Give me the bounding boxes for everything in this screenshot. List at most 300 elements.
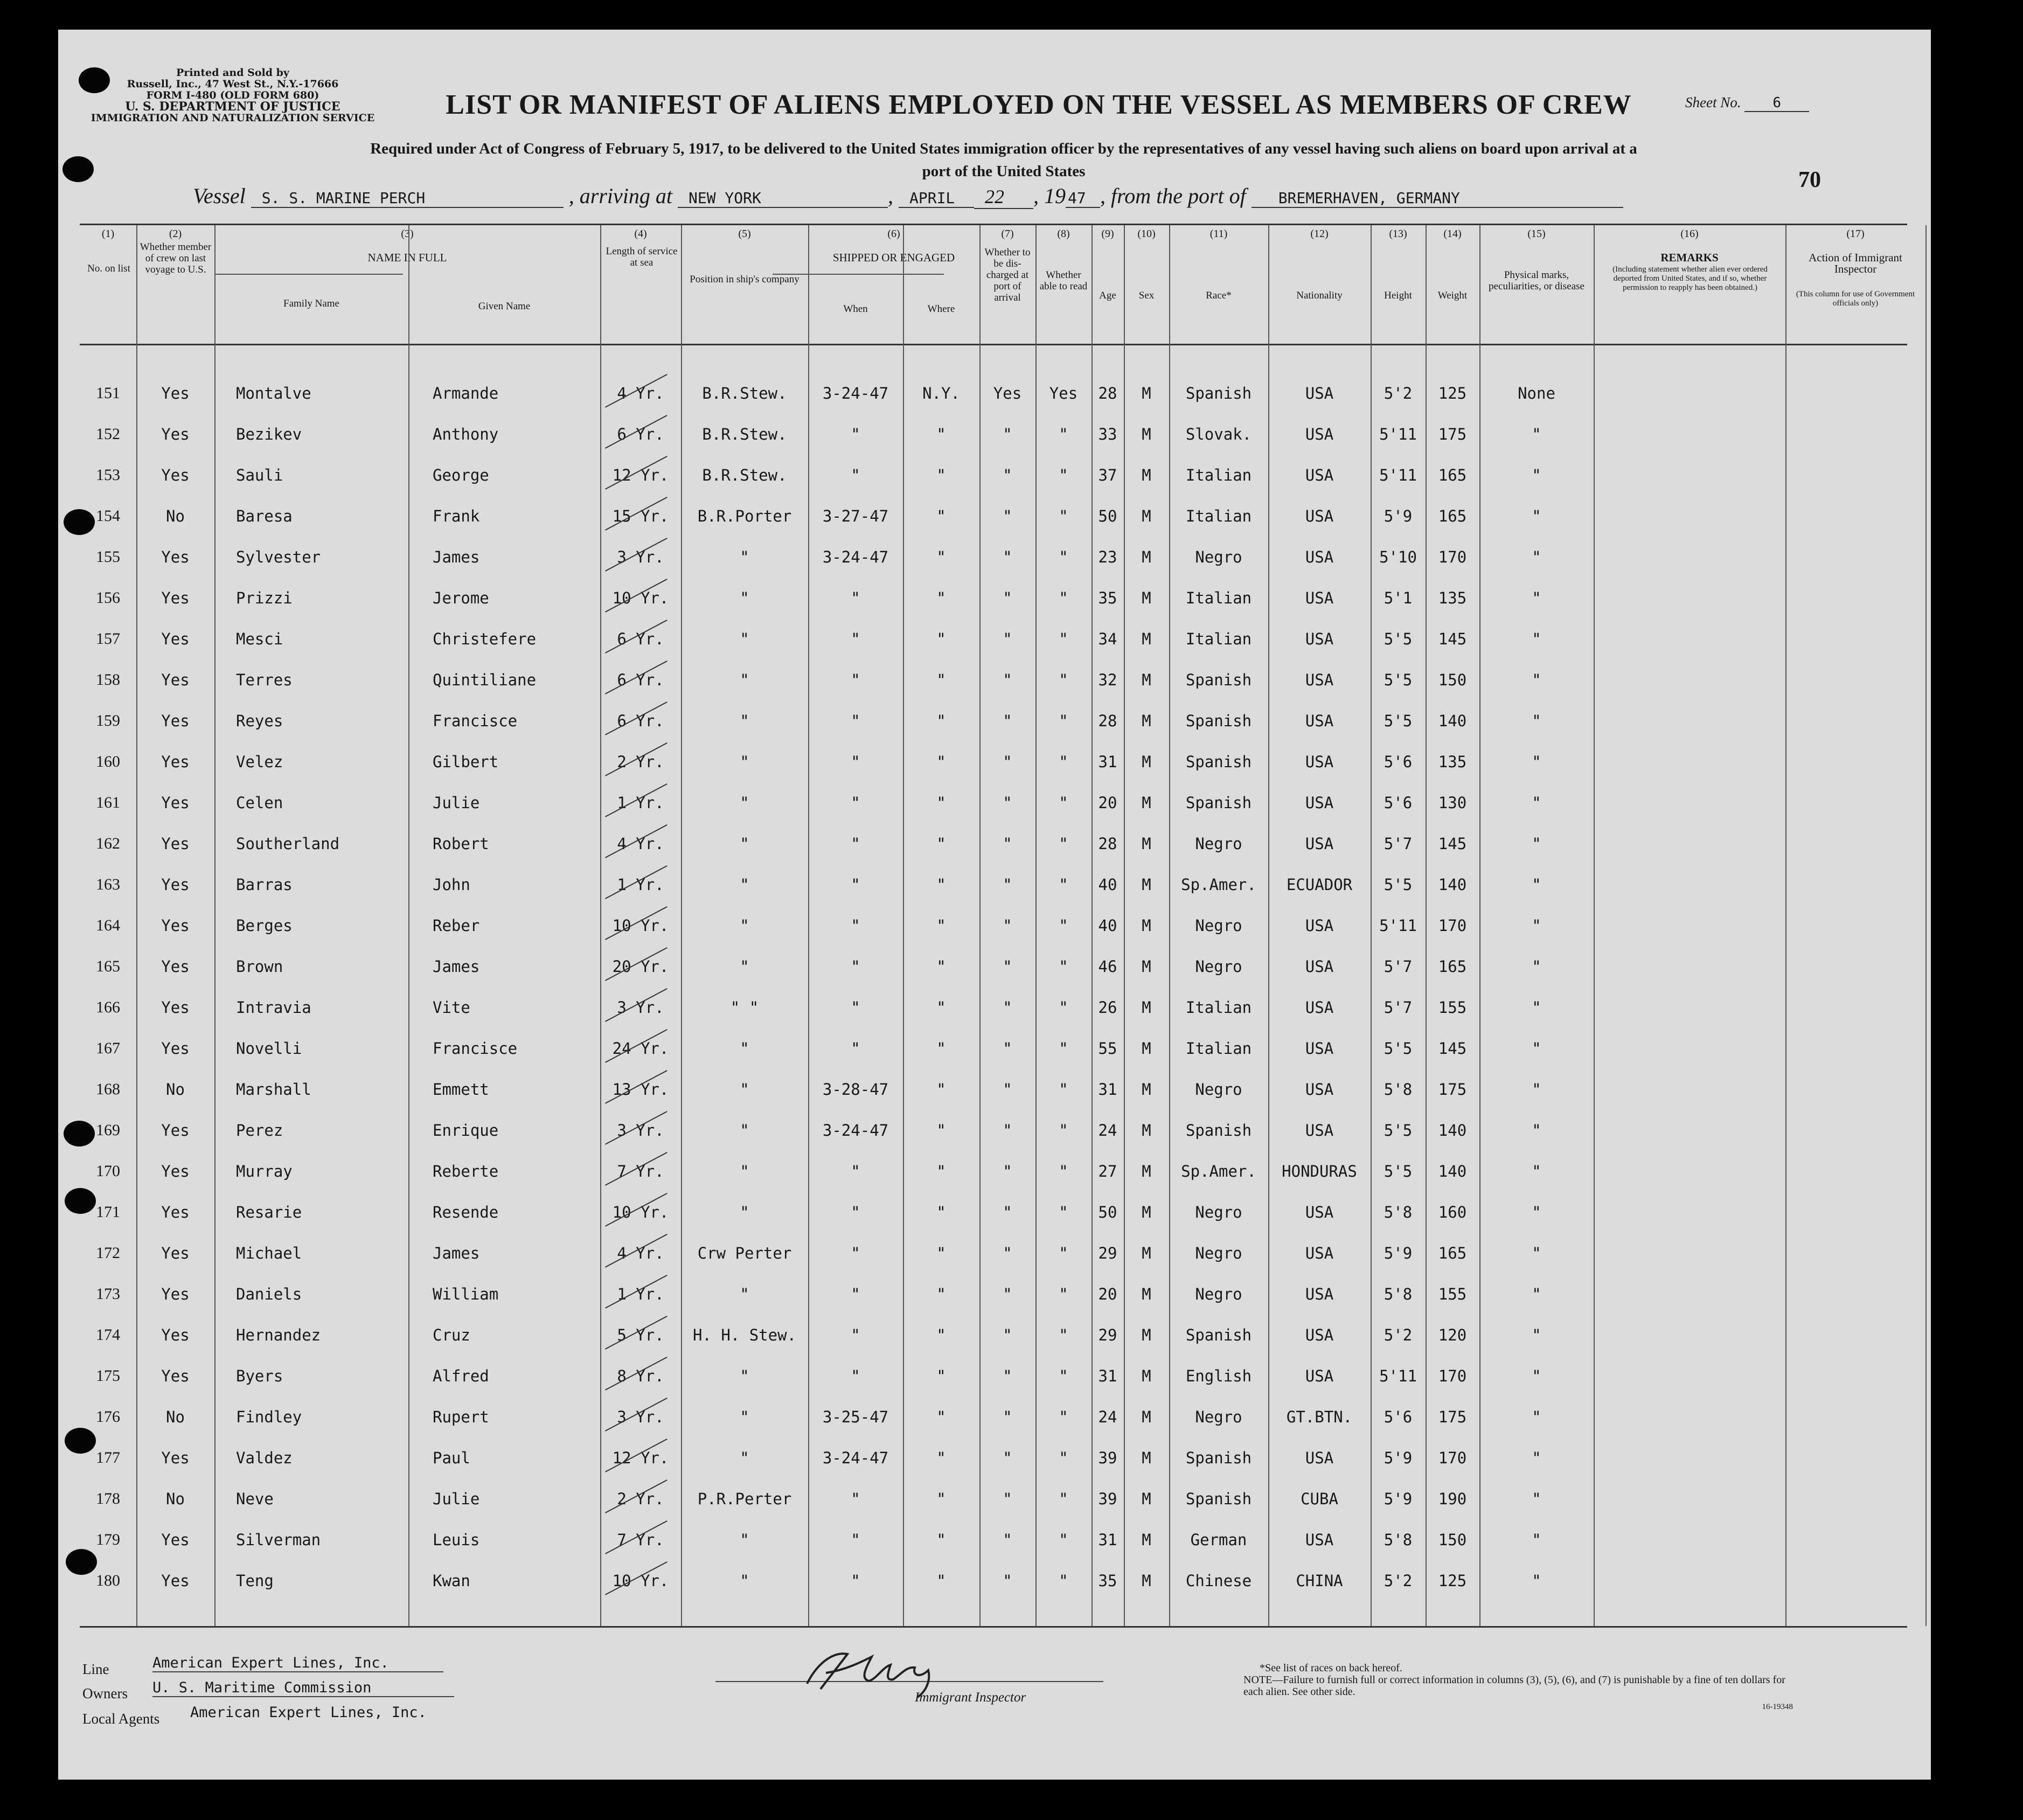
printer-line: FORM I-480 (OLD FORM 680) — [146, 89, 319, 101]
cell-nat: USA — [1305, 1326, 1334, 1344]
cell-wt: 140 — [1438, 1162, 1467, 1180]
cell-given: Rupert — [433, 1408, 489, 1426]
cell-pos: B.R.Stew. — [702, 425, 787, 443]
col-num-7: (7) — [1001, 228, 1014, 240]
cell-pos: B.R.Stew. — [702, 466, 787, 484]
cell-sex: M — [1142, 1162, 1151, 1180]
cell-marks: " — [1532, 835, 1541, 853]
cell-dis: " — [1003, 1531, 1012, 1549]
col-num-2: (2) — [169, 228, 182, 240]
cell-voy: Yes — [161, 1039, 190, 1058]
sheet-number-value: 6 — [1744, 95, 1809, 112]
cell-where: " — [936, 998, 946, 1017]
cell-pos: B.R.Stew. — [702, 384, 787, 402]
cell-age: 28 — [1098, 835, 1117, 853]
cell-marks: " — [1532, 630, 1541, 648]
cell-wt: 175 — [1438, 1408, 1467, 1426]
cell-dis: " — [1003, 1449, 1012, 1467]
cell-when: " — [851, 1326, 860, 1344]
cell-sex: M — [1142, 1408, 1151, 1426]
cell-no: 161 — [96, 794, 120, 811]
cell-svc: 1 Yr. — [617, 1285, 664, 1303]
cell-wt: 165 — [1438, 957, 1467, 976]
year-suffix: 47 — [1066, 189, 1100, 208]
cell-nat: USA — [1305, 507, 1334, 525]
cell-marks: None — [1518, 384, 1555, 402]
cell-voy: Yes — [161, 1285, 190, 1303]
cell-family: Terres — [236, 671, 293, 689]
cell-ht: 5'2 — [1384, 1326, 1413, 1344]
cell-race: Italian — [1185, 589, 1252, 607]
cell-race: Negro — [1195, 1244, 1242, 1262]
cell-family: Hernandez — [236, 1326, 321, 1344]
col-header-name: NAME IN FULL — [367, 251, 447, 264]
cell-given: Reber — [433, 916, 480, 935]
cell-sex: M — [1142, 1326, 1151, 1344]
cell-where: " — [936, 1490, 946, 1508]
vessel-name: S. S. MARINE PERCH — [251, 189, 564, 208]
cell-ht: 5'9 — [1384, 1244, 1413, 1262]
cell-read: " — [1059, 466, 1068, 484]
cell-voy: No — [166, 1408, 185, 1426]
cell-ht: 5'7 — [1384, 957, 1413, 976]
cell-pos: " — [740, 712, 749, 730]
punch-hole — [62, 156, 94, 182]
cell-marks: " — [1532, 1449, 1541, 1467]
cell-pos: " — [740, 835, 749, 853]
cell-pos: " — [740, 794, 749, 812]
cell-ht: 5'5 — [1384, 712, 1413, 730]
cell-race: Spanish — [1185, 712, 1252, 730]
cell-age: 29 — [1098, 1326, 1117, 1344]
cell-nat: USA — [1305, 1203, 1334, 1221]
cell-given: Enrique — [433, 1121, 499, 1140]
col-num-3: (3) — [401, 228, 414, 240]
cell-marks: " — [1532, 1162, 1541, 1180]
cell-given: Francisce — [433, 712, 518, 730]
col-header-when: When — [843, 303, 868, 315]
cell-svc: 6 Yr. — [617, 712, 664, 730]
cell-wt: 140 — [1438, 1121, 1467, 1140]
cell-marks: " — [1532, 794, 1541, 812]
cell-read: " — [1059, 1203, 1068, 1221]
cell-given: Quintiliane — [433, 671, 537, 689]
manifest-table — [80, 224, 1915, 1628]
cell-family: Findley — [236, 1408, 302, 1426]
cell-svc: 10 Yr. — [612, 916, 669, 935]
cell-ht: 5'8 — [1384, 1285, 1413, 1303]
col-header-shipped: SHIPPED OR ENGAGED — [832, 251, 955, 264]
cell-race: Slovak. — [1185, 425, 1252, 443]
cell-when: 3-27-47 — [822, 507, 889, 525]
cell-family: Prizzi — [236, 589, 293, 607]
cell-ht: 5'10 — [1379, 548, 1417, 566]
cell-no: 159 — [96, 712, 120, 730]
cell-svc: 4 Yr. — [617, 835, 664, 853]
sheet-number — [1685, 94, 1901, 112]
cell-race: Sp.Amer. — [1181, 1162, 1256, 1180]
cell-dis: " — [1003, 1408, 1012, 1426]
cell-age: 31 — [1098, 1080, 1117, 1099]
cell-given: Julie — [433, 794, 480, 812]
cell-given: Armande — [433, 384, 499, 402]
cell-ht: 5'5 — [1384, 671, 1413, 689]
cell-svc: 15 Yr. — [612, 507, 669, 525]
cell-sex: M — [1142, 1039, 1151, 1058]
cell-age: 39 — [1098, 1490, 1117, 1508]
cell-pos: " — [740, 1121, 749, 1140]
cell-pos: " — [740, 916, 749, 935]
handwritten-number: 70 — [1798, 168, 1821, 192]
cell-when: " — [851, 1367, 860, 1385]
cell-where: N.Y. — [922, 384, 960, 402]
cell-race: Spanish — [1185, 671, 1252, 689]
cell-no: 176 — [96, 1408, 120, 1426]
col-header-service: Length of service at sea — [606, 246, 678, 268]
cell-when: 3-25-47 — [822, 1408, 889, 1426]
cell-given: Emmett — [433, 1080, 489, 1099]
col-num-17: (17) — [1846, 228, 1865, 240]
cell-age: 33 — [1098, 425, 1117, 443]
cell-when: " — [851, 712, 860, 730]
cell-sex: M — [1142, 753, 1151, 771]
cell-ht: 5'6 — [1384, 794, 1413, 812]
cell-svc: 3 Yr. — [617, 1121, 664, 1140]
cell-ht: 5'6 — [1384, 1408, 1413, 1426]
cell-ht: 5'8 — [1384, 1080, 1413, 1099]
cell-svc: 10 Yr. — [612, 589, 669, 607]
cell-age: 24 — [1098, 1408, 1117, 1426]
cell-sex: M — [1142, 835, 1151, 853]
cell-ht: 5'11 — [1379, 425, 1417, 443]
cell-read: " — [1059, 835, 1068, 853]
cell-read: " — [1059, 1285, 1068, 1303]
cell-marks: " — [1532, 1490, 1541, 1508]
cell-no: 153 — [96, 466, 120, 484]
cell-marks: " — [1532, 876, 1541, 894]
cell-svc: 2 Yr. — [617, 1490, 664, 1508]
cell-ht: 5'5 — [1384, 876, 1413, 894]
cell-pos: " — [740, 548, 749, 566]
cell-wt: 150 — [1438, 671, 1467, 689]
cell-wt: 160 — [1438, 1203, 1467, 1221]
cell-nat: USA — [1305, 548, 1334, 566]
cell-nat: USA — [1305, 712, 1334, 730]
vessel-label: Vessel — [193, 184, 246, 208]
cell-nat: USA — [1305, 753, 1334, 771]
col-header-last-voyage: Whether member of crew on last voyage to U.S. — [140, 241, 212, 275]
cell-race: Negro — [1195, 1080, 1242, 1099]
cell-no: 168 — [96, 1080, 120, 1098]
cell-nat: USA — [1305, 1449, 1334, 1467]
cell-when: " — [851, 1039, 860, 1058]
cell-svc: 8 Yr. — [617, 1367, 664, 1385]
cell-family: Michael — [236, 1244, 302, 1262]
cell-when: " — [851, 753, 860, 771]
printer-line: U. S. DEPARTMENT OF JUSTICE — [125, 100, 340, 114]
cell-when: " — [851, 916, 860, 935]
cell-where: " — [936, 794, 946, 812]
cell-pos: " — [740, 1285, 749, 1303]
cell-when: " — [851, 835, 860, 853]
cell-dis: " — [1003, 753, 1012, 771]
cell-sex: M — [1142, 712, 1151, 730]
cell-marks: " — [1532, 1039, 1541, 1058]
col-num-16: (16) — [1680, 228, 1699, 240]
cell-marks: " — [1532, 916, 1541, 935]
cell-race: English — [1185, 1367, 1252, 1385]
cell-sex: M — [1142, 1449, 1151, 1467]
cell-given: William — [433, 1285, 499, 1303]
cell-where: " — [936, 957, 946, 976]
name-subheader-rule — [214, 274, 403, 275]
line-label: Line — [82, 1661, 109, 1677]
cell-family: Novelli — [236, 1039, 302, 1058]
cell-ht: 5'2 — [1384, 1572, 1413, 1590]
cell-ht: 5'9 — [1384, 1490, 1413, 1508]
cell-nat: USA — [1305, 835, 1334, 853]
column-rule — [408, 225, 409, 1626]
cell-nat: USA — [1305, 384, 1334, 402]
cell-where: " — [936, 835, 946, 853]
cell-voy: Yes — [161, 589, 190, 607]
cell-svc: 12 Yr. — [612, 466, 669, 484]
col-num-1: (1) — [101, 228, 115, 240]
cell-family: Velez — [236, 753, 283, 771]
col-num-10: (10) — [1137, 228, 1156, 240]
cell-read: " — [1059, 425, 1068, 443]
cell-where: " — [936, 1367, 946, 1385]
cell-where: " — [936, 1121, 946, 1140]
cell-voy: Yes — [161, 876, 190, 894]
footer-note — [1243, 1662, 1793, 1713]
cell-voy: Yes — [161, 1203, 190, 1221]
cell-when: " — [851, 1285, 860, 1303]
cell-given: Anthony — [433, 425, 499, 443]
cell-where: " — [936, 712, 946, 730]
cell-wt: 150 — [1438, 1531, 1467, 1549]
cell-voy: Yes — [161, 1326, 190, 1344]
cell-nat: USA — [1305, 957, 1334, 976]
cell-read: " — [1059, 712, 1068, 730]
cell-family: Montalve — [236, 384, 311, 402]
cell-race: Negro — [1195, 835, 1242, 853]
cell-family: Neve — [236, 1490, 274, 1508]
agents-value: American Expert Lines, Inc. — [190, 1704, 427, 1721]
cell-pos: " — [740, 1039, 749, 1058]
cell-age: 50 — [1098, 507, 1117, 525]
cell-read: " — [1059, 589, 1068, 607]
cell-age: 24 — [1098, 1121, 1117, 1140]
cell-svc: 5 Yr. — [617, 1326, 664, 1344]
cell-family: Sauli — [236, 466, 283, 484]
col-num-6: (6) — [887, 228, 900, 240]
cell-family: Byers — [236, 1367, 283, 1385]
printer-line: Russell, Inc., 47 West St., N.Y.-17666 — [127, 78, 339, 90]
cell-dis: " — [1003, 589, 1012, 607]
cell-wt: 140 — [1438, 712, 1467, 730]
cell-family: Reyes — [236, 712, 283, 730]
cell-sex: M — [1142, 671, 1151, 689]
cell-wt: 145 — [1438, 630, 1467, 648]
cell-read: " — [1059, 630, 1068, 648]
cell-voy: Yes — [161, 794, 190, 812]
col-num-12: (12) — [1310, 228, 1329, 240]
cell-read: " — [1059, 507, 1068, 525]
cell-pos: " — [740, 1203, 749, 1221]
cell-nat: HONDURAS — [1282, 1162, 1357, 1180]
cell-nat: USA — [1305, 794, 1334, 812]
cell-ht: 5'8 — [1384, 1203, 1413, 1221]
col-header-action: Action of Immigrant Inspector — [1809, 251, 1902, 275]
cell-when: " — [851, 1203, 860, 1221]
cell-svc: 7 Yr. — [617, 1531, 664, 1549]
cell-svc: 6 Yr. — [617, 425, 664, 443]
cell-voy: Yes — [161, 916, 190, 935]
cell-marks: " — [1532, 998, 1541, 1017]
cell-pos: " — [740, 1080, 749, 1099]
cell-sex: M — [1142, 1203, 1151, 1221]
cell-when: " — [851, 957, 860, 976]
cell-dis: " — [1003, 916, 1012, 935]
cell-svc: 10 Yr. — [612, 1203, 669, 1221]
manifest-sheet — [58, 30, 1931, 1780]
col-header-sex: Sex — [1138, 290, 1155, 301]
cell-where: " — [936, 425, 946, 443]
cell-ht: 5'11 — [1379, 466, 1417, 484]
cell-no: 175 — [96, 1367, 120, 1385]
cell-race: Spanish — [1185, 1490, 1252, 1508]
col-header-read: Whether able to read — [1039, 269, 1088, 292]
cell-age: 31 — [1098, 1367, 1117, 1385]
cell-family: Daniels — [236, 1285, 302, 1303]
cell-where: " — [936, 1326, 946, 1344]
cell-voy: Yes — [161, 671, 190, 689]
col-header-family: Family Name — [283, 298, 339, 309]
cell-pos: " — [740, 1572, 749, 1590]
cell-nat: USA — [1305, 916, 1334, 935]
cell-age: 26 — [1098, 998, 1117, 1017]
cell-where: " — [936, 1531, 946, 1549]
cell-read: " — [1059, 1121, 1068, 1140]
cell-marks: " — [1532, 712, 1541, 730]
cell-ht: 5'7 — [1384, 998, 1413, 1017]
cell-read: " — [1059, 671, 1068, 689]
cell-voy: Yes — [161, 712, 190, 730]
cell-race: Sp.Amer. — [1181, 876, 1256, 894]
column-rule — [214, 225, 215, 1626]
cell-ht: 5'9 — [1384, 507, 1413, 525]
cell-race: Spanish — [1185, 1449, 1252, 1467]
col-num-15: (15) — [1527, 228, 1546, 240]
cell-marks: " — [1532, 1367, 1541, 1385]
cell-dis: " — [1003, 630, 1012, 648]
cell-dis: Yes — [993, 384, 1022, 402]
cell-where: " — [936, 1244, 946, 1262]
cell-wt: 165 — [1438, 466, 1467, 484]
cell-no: 163 — [96, 876, 120, 893]
cell-read: " — [1059, 753, 1068, 771]
col-header-no: No. on list — [87, 263, 130, 274]
cell-nat: ECUADOR — [1286, 876, 1353, 894]
footer-note-penalty: NOTE—Failure to furnish full or correct information in columns (3), (5), (6), and (7) is punishable by a fine of ten dollars for each alien. See other side. — [1243, 1674, 1785, 1698]
cell-age: 39 — [1098, 1449, 1117, 1467]
cell-race: Negro — [1195, 916, 1242, 935]
col-num-11: (11) — [1209, 228, 1228, 240]
cell-given: Vite — [433, 998, 470, 1017]
cell-dis: " — [1003, 1039, 1012, 1058]
cell-read: " — [1059, 916, 1068, 935]
cell-pos: " — [740, 630, 749, 648]
owners-label: Owners — [82, 1685, 128, 1701]
cell-voy: Yes — [161, 753, 190, 771]
col-num-9: (9) — [1101, 228, 1114, 240]
cell-marks: " — [1532, 425, 1541, 443]
cell-svc: 2 Yr. — [617, 753, 664, 771]
col-header-remarks: REMARKS — [1660, 251, 1719, 264]
cell-age: 31 — [1098, 1531, 1117, 1549]
cell-family: Marshall — [236, 1080, 311, 1099]
cell-given: George — [433, 466, 489, 484]
cell-read: " — [1059, 1449, 1068, 1467]
cell-dis: " — [1003, 425, 1012, 443]
cell-pos: " — [740, 671, 749, 689]
cell-read: " — [1059, 957, 1068, 976]
printer-line: Printed and Sold by — [176, 67, 289, 79]
cell-when: " — [851, 630, 860, 648]
cell-no: 151 — [96, 384, 120, 402]
vessel-line: Vessel S. S. MARINE PERCH , arriving at NEW YORK , APRIL 22 , 19 47 , from the port of BREMERHAVEN, GERMANY — [193, 183, 1863, 209]
cell-pos: B.R.Porter — [697, 507, 792, 525]
cell-family: Intravia — [236, 998, 311, 1017]
cell-read: " — [1059, 1490, 1068, 1508]
col-header-nationality: Nationality — [1296, 290, 1343, 301]
cell-where: " — [936, 1162, 946, 1180]
cell-pos: " — [740, 589, 749, 607]
cell-marks: " — [1532, 957, 1541, 976]
cell-svc: 12 Yr. — [612, 1449, 669, 1467]
from-port: BREMERHAVEN, GERMANY — [1252, 189, 1623, 208]
cell-marks: " — [1532, 589, 1541, 607]
cell-sex: M — [1142, 630, 1151, 648]
col-header-action-detail: (This column for use of Government officials only) — [1796, 290, 1915, 308]
cell-where: " — [936, 1285, 946, 1303]
col-header-remarks-detail: (Including statement whether alien ever ordered deported from United States, and if so, whether permission to reapply has been obtained.) — [1612, 265, 1768, 292]
cell-pos: Crw Perter — [697, 1244, 792, 1262]
cell-no: 166 — [96, 998, 120, 1016]
cell-no: 180 — [96, 1572, 120, 1589]
cell-given: Julie — [433, 1490, 480, 1508]
cell-voy: Yes — [161, 425, 190, 443]
cell-wt: 165 — [1438, 1244, 1467, 1262]
cell-given: Jerome — [433, 589, 489, 607]
cell-ht: 5'8 — [1384, 1531, 1413, 1549]
cell-family: Mesci — [236, 630, 283, 648]
cell-voy: No — [166, 507, 185, 525]
cell-sex: M — [1142, 1285, 1151, 1303]
cell-family: Barras — [236, 876, 293, 894]
cell-wt: 125 — [1438, 384, 1467, 402]
cell-where: " — [936, 507, 946, 525]
cell-age: 20 — [1098, 794, 1117, 812]
cell-nat: USA — [1305, 1285, 1334, 1303]
cell-svc: 13 Yr. — [612, 1080, 669, 1099]
cell-read: " — [1059, 998, 1068, 1017]
cell-read: " — [1059, 1080, 1068, 1099]
cell-read: " — [1059, 1244, 1068, 1262]
cell-svc: 10 Yr. — [612, 1572, 669, 1590]
cell-wt: 145 — [1438, 835, 1467, 853]
